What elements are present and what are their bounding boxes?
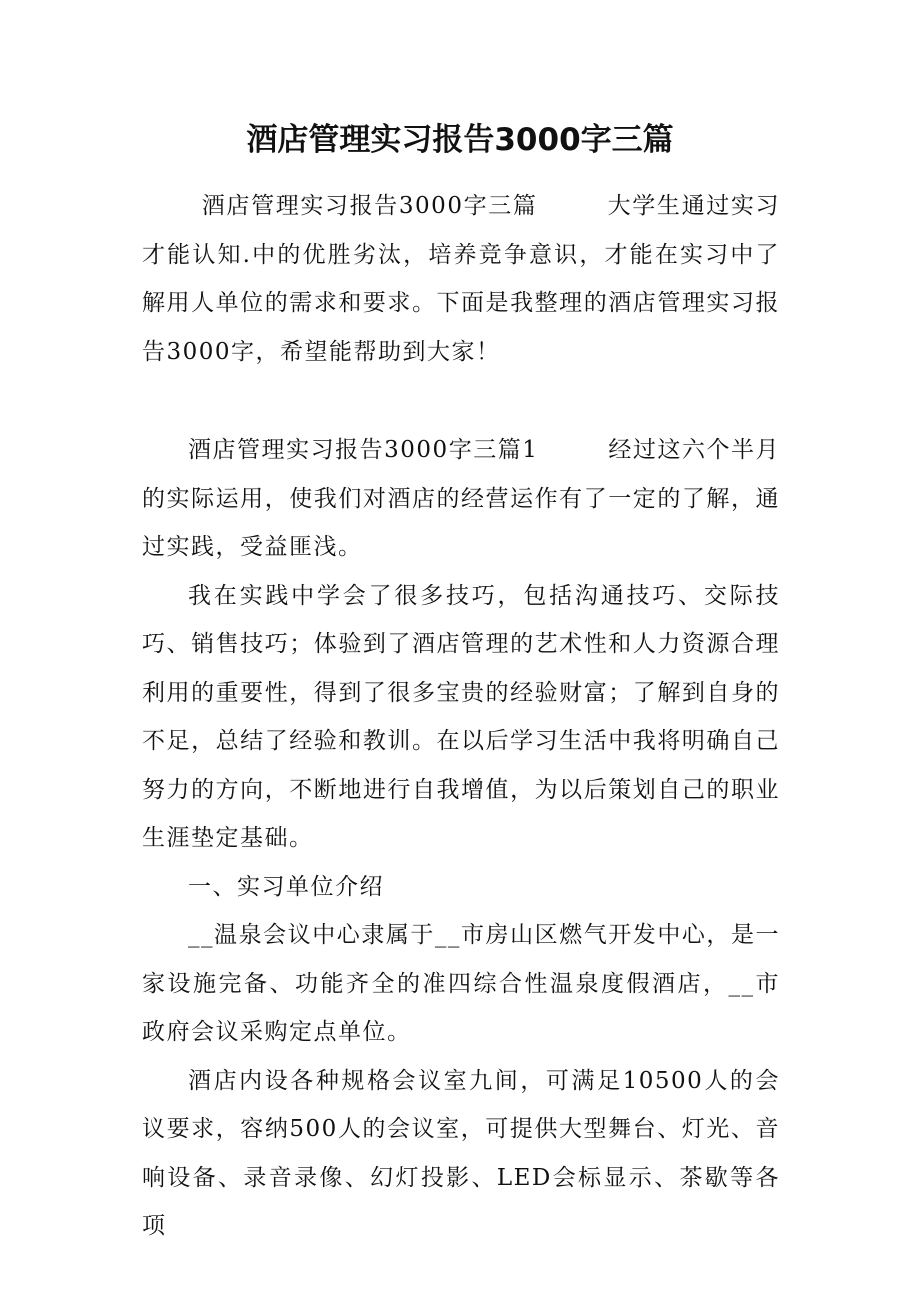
section1-heading: 酒店管理实习报告3000字三篇1: [188, 437, 539, 463]
body-paragraph: 我在实践中学会了很多技巧，包括沟通技巧、交际技巧、销售技巧；体验到了酒店管理的艺术性和人力资源合理利用的重要性，得到了很多宝贵的经验财富；了解到自身的不足，总结了经验和教训。在以后学习生活中我将明确自己努力的方向，不断地进行自我增值，为以后策划自己的职业生涯垫定基础。: [142, 582, 780, 851]
section1-paragraph: [142, 426, 780, 572]
document-title: 酒店管理实习报告3000字三篇: [246, 122, 674, 158]
paragraph-spacer: [142, 376, 780, 426]
body-paragraph: __温泉会议中心隶属于__市房山区燃气开发中心，是一家设施完备、功能齐全的准四综合性温泉度假酒店，__市政府会议采购定点单位。: [142, 922, 780, 1045]
document-body: [142, 182, 780, 1251]
intro-paragraph: [142, 182, 780, 376]
intro-heading: 酒店管理实习报告3000字三篇: [201, 193, 538, 219]
section1-text: 经过这六个半月的实际运用，使我们对酒店的经营运作有了一定的了解，通过实践，受益匪浅。: [142, 437, 780, 560]
intro-text: 大学生通过实习才能认知.中的优胜劣汰，培养竞争意识，才能在实习中了解用人单位的需求和要求。下面是我整理的酒店管理实习报告3000字，希望能帮助到大家！: [142, 193, 780, 365]
section-heading: 一、实习单位介绍: [188, 873, 384, 900]
body-paragraph: 酒店内设各种规格会议室九间，可满足10500人的会议要求，容纳500人的会议室，可提供大型舞台、灯光、音响设备、录音录像、幻灯投影、LED会标显示、茶歇等各项: [142, 1067, 780, 1239]
